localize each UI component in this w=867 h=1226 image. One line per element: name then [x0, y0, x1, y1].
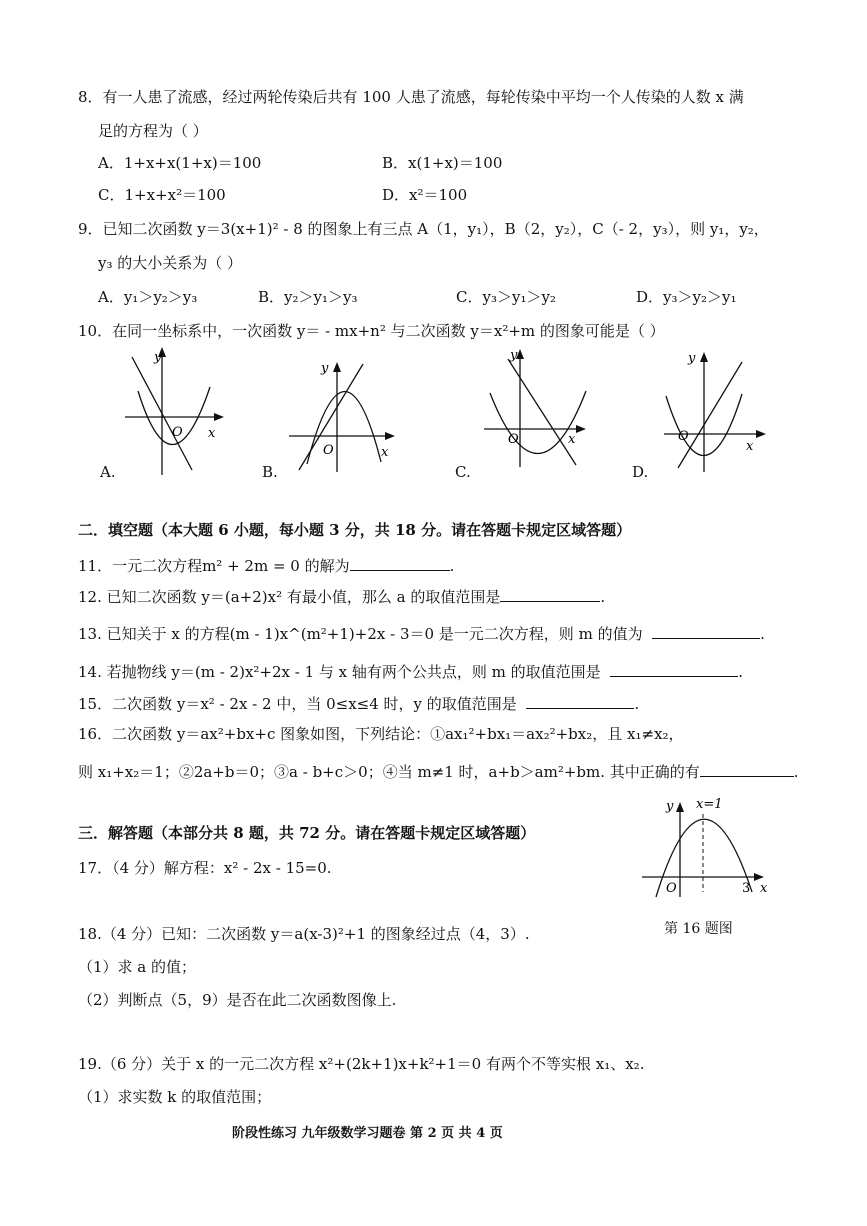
- graph-d-origin: O: [678, 429, 689, 444]
- graph-a-x-label: x: [208, 426, 216, 441]
- q14-answer-blank: [610, 662, 738, 677]
- q9-option-a: A．y₁＞y₂＞y₃: [98, 288, 198, 306]
- q10-label-a: A.: [100, 463, 116, 481]
- q10-label-b: B.: [262, 463, 278, 481]
- q12: 12. 已知二次函数 y＝(a+2)x² 有最小值，那么 a 的取值范围是 .: [78, 588, 606, 606]
- q17: 17．（4 分）解方程：x² - 2x - 15=0.: [78, 859, 332, 877]
- q9-option-b: B．y₂＞y₁＞y₃: [258, 288, 358, 306]
- q10-graph-d: [660, 350, 780, 475]
- q8-option-a: A．1+x+x(1+x)＝100: [98, 154, 262, 172]
- q18-part1: （1）求 a 的值；: [78, 958, 197, 976]
- q16-answer-blank: [700, 762, 794, 777]
- graph-b-x-label: x: [381, 445, 389, 460]
- q19-part1: （1）求实数 k 的取值范围；: [78, 1088, 272, 1106]
- q13-answer-blank: [652, 624, 760, 639]
- q16-line2-text: 则 x₁+x₂＝1；②2a+b＝0；③a - b+c＞0；④当 m≠1 时，a+b＞am²+bm. 其中正确的有: [78, 763, 700, 781]
- fig16-axis-of-symmetry-label: x=1: [696, 797, 723, 812]
- q11-text: 11．一元二次方程m² + 2m = 0 的解为: [78, 557, 350, 575]
- q11-answer-blank: [350, 556, 450, 571]
- q8-option-c: C．1+x+x²＝100: [98, 186, 226, 204]
- q14: 14. 若抛物线 y＝(m - 2)x²+2x - 1 与 x 轴有两个公共点，则 m 的取值范围是 .: [78, 663, 743, 681]
- q9-option-c: C．y₃＞y₁＞y₂: [456, 288, 556, 306]
- q15: 15．二次函数 y＝x² - 2x - 2 中，当 0≤x≤4 时，y 的取值范围是 .: [78, 695, 640, 713]
- graph-d-y-label: y: [688, 351, 696, 366]
- section-2-title: 二．填空题（本大题 6 小题，每小题 3 分，共 18 分。请在答题卡规定区域答题）: [78, 521, 632, 539]
- graph-b-y-label: y: [321, 361, 329, 376]
- fig16-origin: O: [666, 881, 677, 896]
- fig16-x-label: x: [760, 881, 768, 896]
- graph-a-y-label: y: [154, 350, 162, 365]
- q12-answer-blank: [500, 587, 600, 602]
- graph-d-x-label: x: [746, 439, 754, 454]
- q10-line1: 10．在同一坐标系中，一次函数 y＝ - mx+n² 与二次函数 y＝x²+m 的图象可能是（ ）: [78, 322, 665, 340]
- q15-answer-blank: [526, 694, 634, 709]
- q10-graph-c: [480, 345, 600, 475]
- q8-line1: 8．有一人患了流感，经过两轮传染后共有 100 人患了流感，每轮传染中平均一个人传染的人数 x 满: [78, 88, 744, 106]
- q11: 11．一元二次方程m² + 2m = 0 的解为 .: [78, 557, 455, 575]
- q13-text: 13. 已知关于 x 的方程(m - 1)x^(m²+1)+2x - 3＝0 是一元二次方程，则 m 的值为: [78, 625, 643, 643]
- q8-line2: 足的方程为（ ）: [98, 122, 208, 140]
- graph-c-y-label: y: [510, 348, 518, 363]
- q16-figure: [640, 792, 780, 902]
- q9-line1: 9．已知二次函数 y＝3(x+1)² - 8 的图象上有三点 A（1，y₁），B（2，y₂），C（- 2，y₃），则 y₁，y₂，: [78, 220, 769, 238]
- q15-text: 15．二次函数 y＝x² - 2x - 2 中，当 0≤x≤4 时，y 的取值范围是: [78, 695, 517, 713]
- fig16-y-label: y: [666, 799, 674, 814]
- q14-text: 14. 若抛物线 y＝(m - 2)x²+2x - 1 与 x 轴有两个公共点，则 m 的取值范围是: [78, 663, 601, 681]
- q12-text: 12. 已知二次函数 y＝(a+2)x² 有最小值，那么 a 的取值范围是: [78, 588, 501, 606]
- graph-c-origin: O: [508, 432, 519, 447]
- graph-b-origin: O: [323, 443, 334, 458]
- q19: 19.（6 分）关于 x 的一元二次方程 x²+(2k+1)x+k²+1＝0 有两个不等实根 x₁、x₂.: [78, 1055, 645, 1073]
- q10-label-d: D.: [632, 463, 649, 481]
- fig16-caption: 第 16 题图: [664, 921, 733, 937]
- q8-option-d: D．x²＝100: [382, 186, 468, 204]
- q18: 18.（4 分）已知：二次函数 y＝a(x-3)²+1 的图象经过点（4，3）.: [78, 925, 530, 943]
- q8-option-b: B．x(1+x)＝100: [382, 154, 503, 172]
- q16-line1: 16．二次函数 y＝ax²+bx+c 图象如图，下列结论：①ax₁²+bx₁＝ax₂²+bx₂，且 x₁≠x₂，: [78, 725, 684, 743]
- section-3-title: 三．解答题（本部分共 8 题，共 72 分。请在答题卡规定区域答题）: [78, 824, 536, 842]
- q9-option-d: D．y₃＞y₂＞y₁: [636, 288, 737, 306]
- q10-label-c: C.: [455, 463, 471, 481]
- graph-c-x-label: x: [568, 432, 576, 447]
- q10-graph-b: [285, 358, 400, 476]
- q10-graph-a: [100, 345, 230, 480]
- q9-line2: y₃ 的大小关系为（ ）: [98, 254, 243, 272]
- q16-line2: 则 x₁+x₂＝1；②2a+b＝0；③a - b+c＞0；④当 m≠1 时，a+b＞am²+bm. 其中正确的有 .: [78, 763, 799, 781]
- fig16-root-label: 3: [742, 881, 751, 896]
- q13: 13. 已知关于 x 的方程(m - 1)x^(m²+1)+2x - 3＝0 是一元二次方程，则 m 的值为 .: [78, 625, 765, 643]
- graph-a-origin: O: [172, 425, 183, 440]
- page-footer: 阶段性练习 九年级数学习题卷 第 2 页 共 4 页: [232, 1126, 503, 1141]
- q18-part2: （2）判断点（5，9）是否在此二次函数图像上.: [78, 991, 397, 1009]
